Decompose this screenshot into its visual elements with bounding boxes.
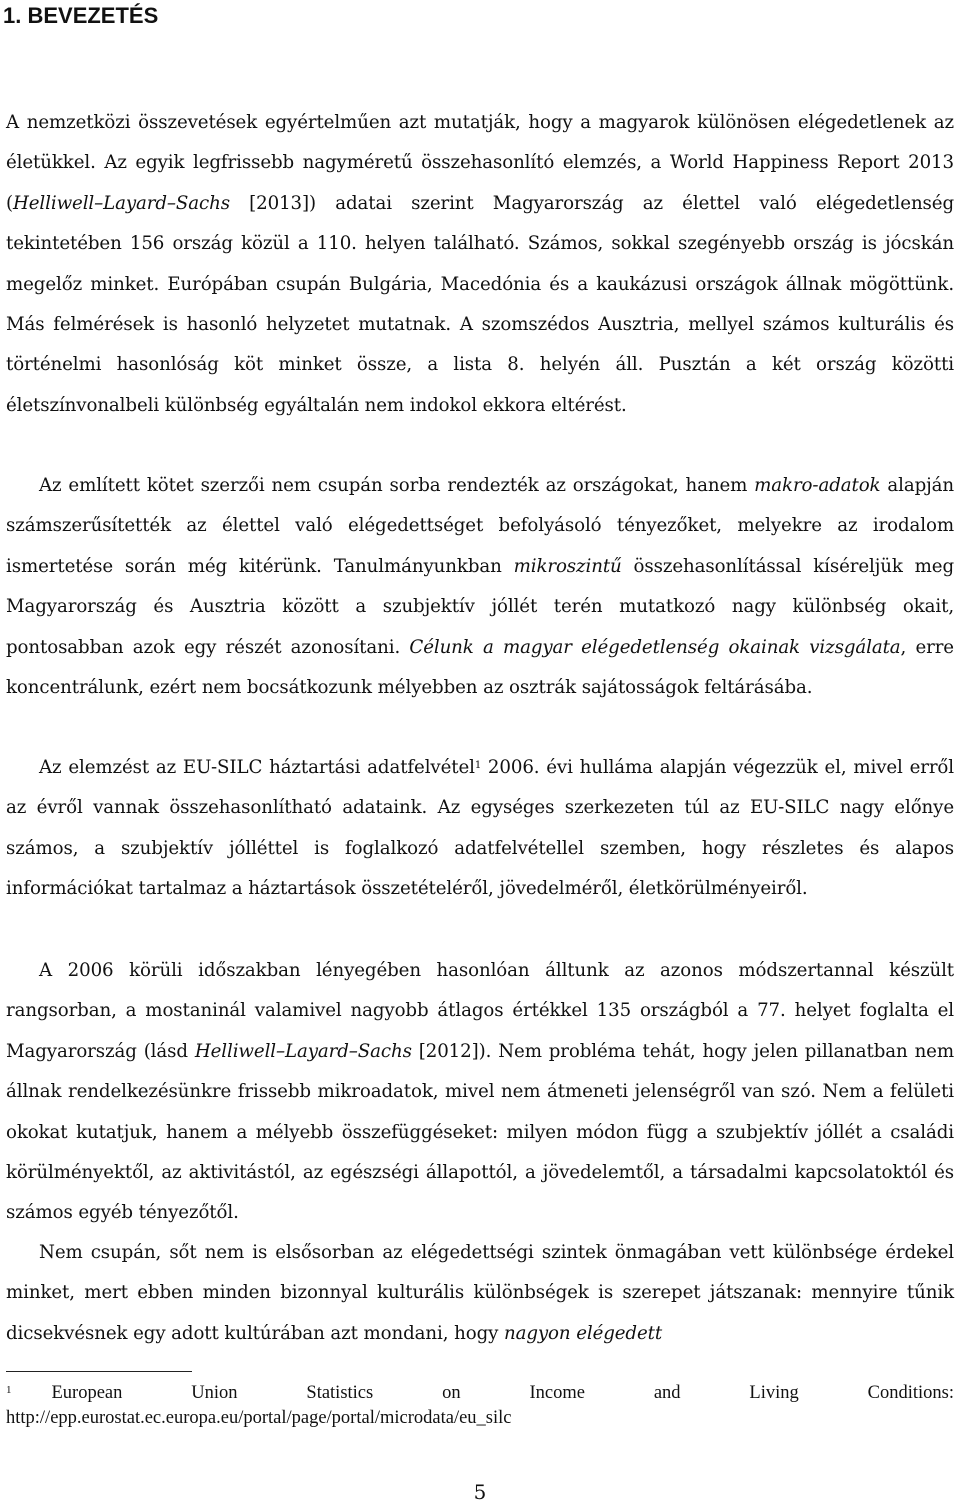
footnote-line-1 [6, 1381, 954, 1406]
footnote-number: 1 [6, 1384, 12, 1396]
paragraph-2-text-4: , erre koncentrálunk, ezért nem bocsátkozunk mélyebben az osztrák sajátosságok feltárásába. [6, 636, 954, 699]
paragraph-5 [6, 1233, 954, 1354]
paragraph-1-citation-authors: Helliwell–Layard–Sachs [13, 192, 230, 214]
section-heading: 1. BEVEZETÉS [3, 3, 159, 28]
paragraph-5-italic-quote: nagyon elégedett [503, 1322, 663, 1344]
paragraph-5-text-1: Nem csupán, sőt nem is elsősorban az elégedettségi szintek önmagában vett különbsége érdekel minket, mert ebben minden bizonnyal kulturális különbségek is szerepet játszanak: mennyire tűnik dicsekvésnek egy adott kultúrában azt mondani, hogy [6, 1242, 954, 1344]
footnote-divider [6, 1371, 192, 1372]
paragraph-1-text-2: [2013]) adatai szerint Magyarország az élettel való elégedetlenség tekintetében 156 ország közül a 110. helyen található. Számos, sokkal szegényebb ország is jócskán megelőz minket. Európában csupán Bulgária, Macedónia és a kaukázusi országok állnak mögöttünk. Más felmérések is hasonló helyzetet mutatnak. A szomszédos Ausztria, mellyel számos kulturális és történelmi hasonlóság köt minket össze, a lista 8. helyén áll. Pusztán a két ország közötti életszínvonalbeli különbség egyáltalán nem indokol ekkora eltérést. [6, 192, 954, 416]
paragraph-3-text-2: 2006. évi hulláma alapján végezzük el, mivel erről az évről vannak összehasonlítható adataink. Az egységes szerkezeten túl az EU-SILC nagy előnye számos, a szubjektív jólléttel is foglalkozó adatfelvétellel szemben, hogy részletes és alapos információkat tartalmaz a háztartások összetételéről, jövedelméről, életkörülményeiről. [6, 757, 954, 900]
footnote-text: European Union Statistics on Income and Living Conditions: [51, 1383, 954, 1403]
paragraph-1-text-1: A nemzetközi összevetések egyértelműen azt mutatják, hogy a magyarok különösen elégedetlenek az életükkel. Az egyik legfrissebb nagyméretű összehasonlító elemzés, a World Happiness Report 2013 ( [6, 112, 954, 214]
paragraph-3-text-1: Az elemzést az EU-SILC háztartási adatfelvétel [39, 757, 475, 778]
footnote [6, 1381, 954, 1431]
paragraph-2-text-1: Az említett kötet szerzői nem csupán sorba rendezték az országokat, hanem [39, 475, 755, 496]
paragraph-2-text-2: alapján számszerűsítették az élettel való elégedettséget befolyásoló tényezőket, melyekre az irodalom ismertetése során még kitérünk. Tanulmányunkban [6, 475, 955, 577]
paragraph-2-italic-goal: Célunk a magyar elégedetlenség okainak vizsgálata [409, 636, 901, 658]
page-number: 5 [473, 1480, 487, 1504]
paragraph-2-italic-mikroszintu: mikroszintű [513, 555, 622, 577]
paragraph-4-citation-authors: Helliwell–Layard–Sachs [194, 1040, 412, 1062]
paragraph-2-italic-makroadatok: makro-adatok [754, 475, 881, 496]
paragraph-4-text-1: A 2006 körüli időszakban lényegében hasonlóan álltunk az azonos módszertannal készült rangsorban, a mostaninál valamivel nagyobb átlagos értékkel 135 országból a 77. helyet foglalta el Magyarország (lásd [6, 960, 954, 1062]
paragraph-2 [6, 466, 954, 708]
footnote-reference[interactable]: 1 [474, 760, 482, 771]
paragraph-2-text-3: összehasonlítással kíséreljük meg Magyarország és Ausztria között a szubjektív jóllét terén mutatkozó nagy különbség okait, pontosabban azok egy részét azonosítani. [6, 555, 954, 658]
paragraph-4-text-2: [2012]). Nem probléma tehát, hogy jelen pillanatban nem állnak rendelkezésünkre frissebb mikroadatok, mivel nem átmeneti jelenségről van szó. Nem a felületi okokat kutatjuk, hanem a mélyebb összefüggéseket: milyen módon függ a szubjektív jóllét a családi körülményektől, az aktivitástól, az egészségi állapottól, a jövedelemtől, a társadalmi kapcsolatoktól és számos egyéb tényezőtől. [6, 1040, 954, 1224]
paragraph-1 [6, 103, 954, 426]
paragraph-3 [6, 748, 954, 910]
footnote-url-link[interactable]: http://epp.eurostat.ec.europa.eu/portal/page/portal/microdata/eu_silc [6, 1408, 512, 1428]
paragraph-4 [6, 951, 954, 1234]
